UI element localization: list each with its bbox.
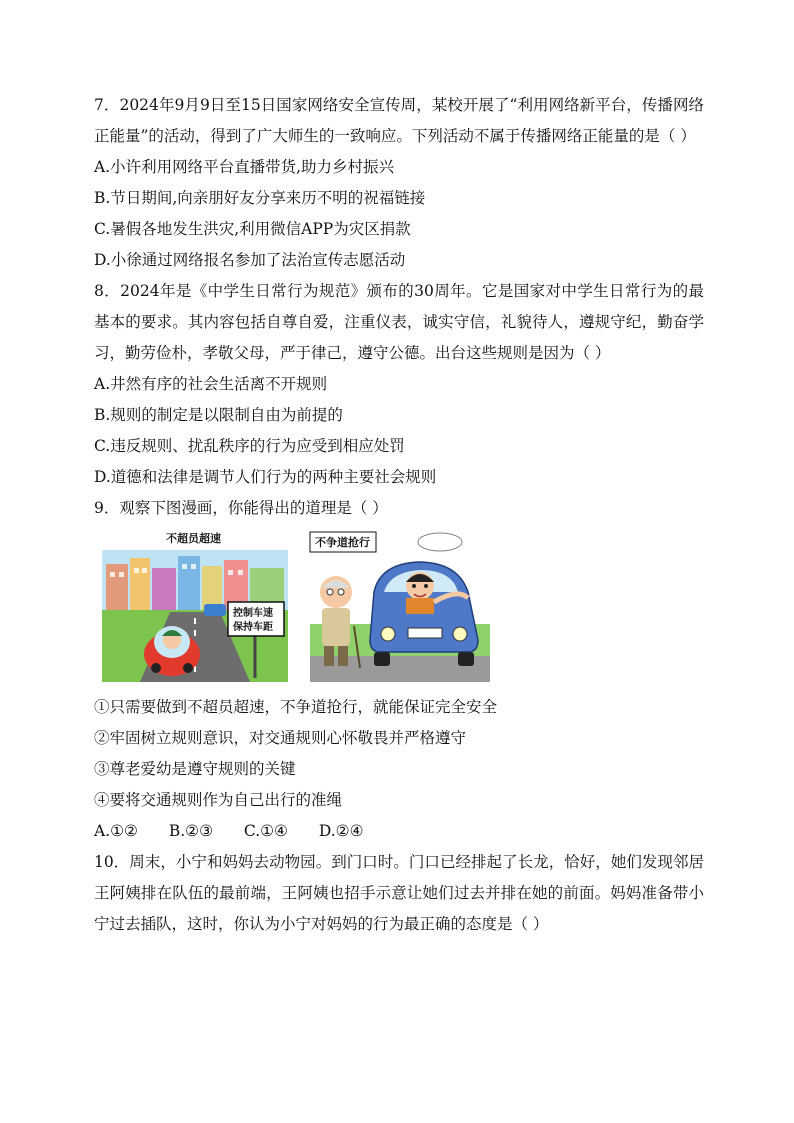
- q9-choice-d: D.②④: [318, 822, 364, 840]
- comic-right-panel: [308, 528, 492, 684]
- q9-comic-strip: [100, 528, 704, 686]
- q8-option-a: A.井然有序的社会生活离不开规则: [94, 375, 328, 393]
- comic-left-title: 不超员超速: [166, 533, 221, 545]
- q10-stem: 10．周末，小宁和妈妈去动物园。到门口时。门口已经排起了长龙，恰好，她们发现邻居王阿姨排在队伍的最前端，王阿姨也招手示意让她们过去并排在她的前面。妈妈准备带小宁过去插队，这时，你认为小宁对妈妈的行为最正确的态度是（ ）: [94, 853, 704, 933]
- q9-stem: 9．观察下图漫画，你能得出的道理是（ ）: [94, 499, 388, 517]
- q9-statement-1: ①只需要做到不超员超速，不争道抢行，就能保证完全安全: [94, 698, 498, 716]
- q9-choice-c: C.①④: [243, 822, 288, 840]
- exam-page: [94, 90, 704, 940]
- q7-option-b: B.节日期间,向亲朋好友分享来历不明的祝福链接: [94, 189, 426, 207]
- q9-statement-2: ②牢固树立规则意识，对交通规则心怀敬畏并严格遵守: [94, 729, 467, 747]
- q7-option-a: A.小许利用网络平台直播带货,助力乡村振兴: [94, 158, 395, 176]
- q9-choice-a: A.①②: [94, 822, 138, 840]
- q8-option-b: B.规则的制定是以限制自由为前提的: [94, 406, 343, 424]
- q9-choices: [94, 816, 704, 847]
- comic-sign-line2: 保持车距: [233, 622, 273, 633]
- comic-left-panel: [100, 528, 290, 684]
- q9-statement-4: ④要将交通规则作为自己出行的准绳: [94, 791, 343, 809]
- q8-option-d: D.道德和法律是调节人们行为的两种主要社会规则: [94, 468, 437, 486]
- q7-option-d: D.小徐通过网络报名参加了法治宣传志愿活动: [94, 251, 406, 269]
- q7-option-c: C.暑假各地发生洪灾,利用微信APP为灾区捐款: [94, 220, 411, 238]
- q9-statement-3: ③尊老爱幼是遵守规则的关键: [94, 760, 296, 778]
- q9-choice-b: B.②③: [168, 822, 213, 840]
- q7-stem: 7．2024年9月9日至15日国家网络安全宣传周，某校开展了“利用网络新平台，传播网络正能量”的活动，得到了广大师生的一致响应。下列活动不属于传播网络正能量的是（ ）: [94, 96, 704, 145]
- q8-option-c: C.违反规则、扰乱秩序的行为应受到相应处罚: [94, 437, 405, 455]
- comic-right-illustration: [308, 528, 492, 684]
- comic-left-illustration: [100, 528, 290, 684]
- comic-right-title: 不争道抢行: [315, 537, 370, 549]
- comic-sign-line1: 控制车速: [233, 608, 273, 619]
- q8-stem: 8．2024年是《中学生日常行为规范》颁布的30周年。它是国家对中学生日常行为的最基本的要求。其内容包括自尊自爱，注重仪表，诚实守信，礼貌待人，遵规守纪，勤奋学习，勤劳俭朴，孝敬父母，严于律己，遵守公德。出台这些规则是因为（ ）: [94, 282, 704, 362]
